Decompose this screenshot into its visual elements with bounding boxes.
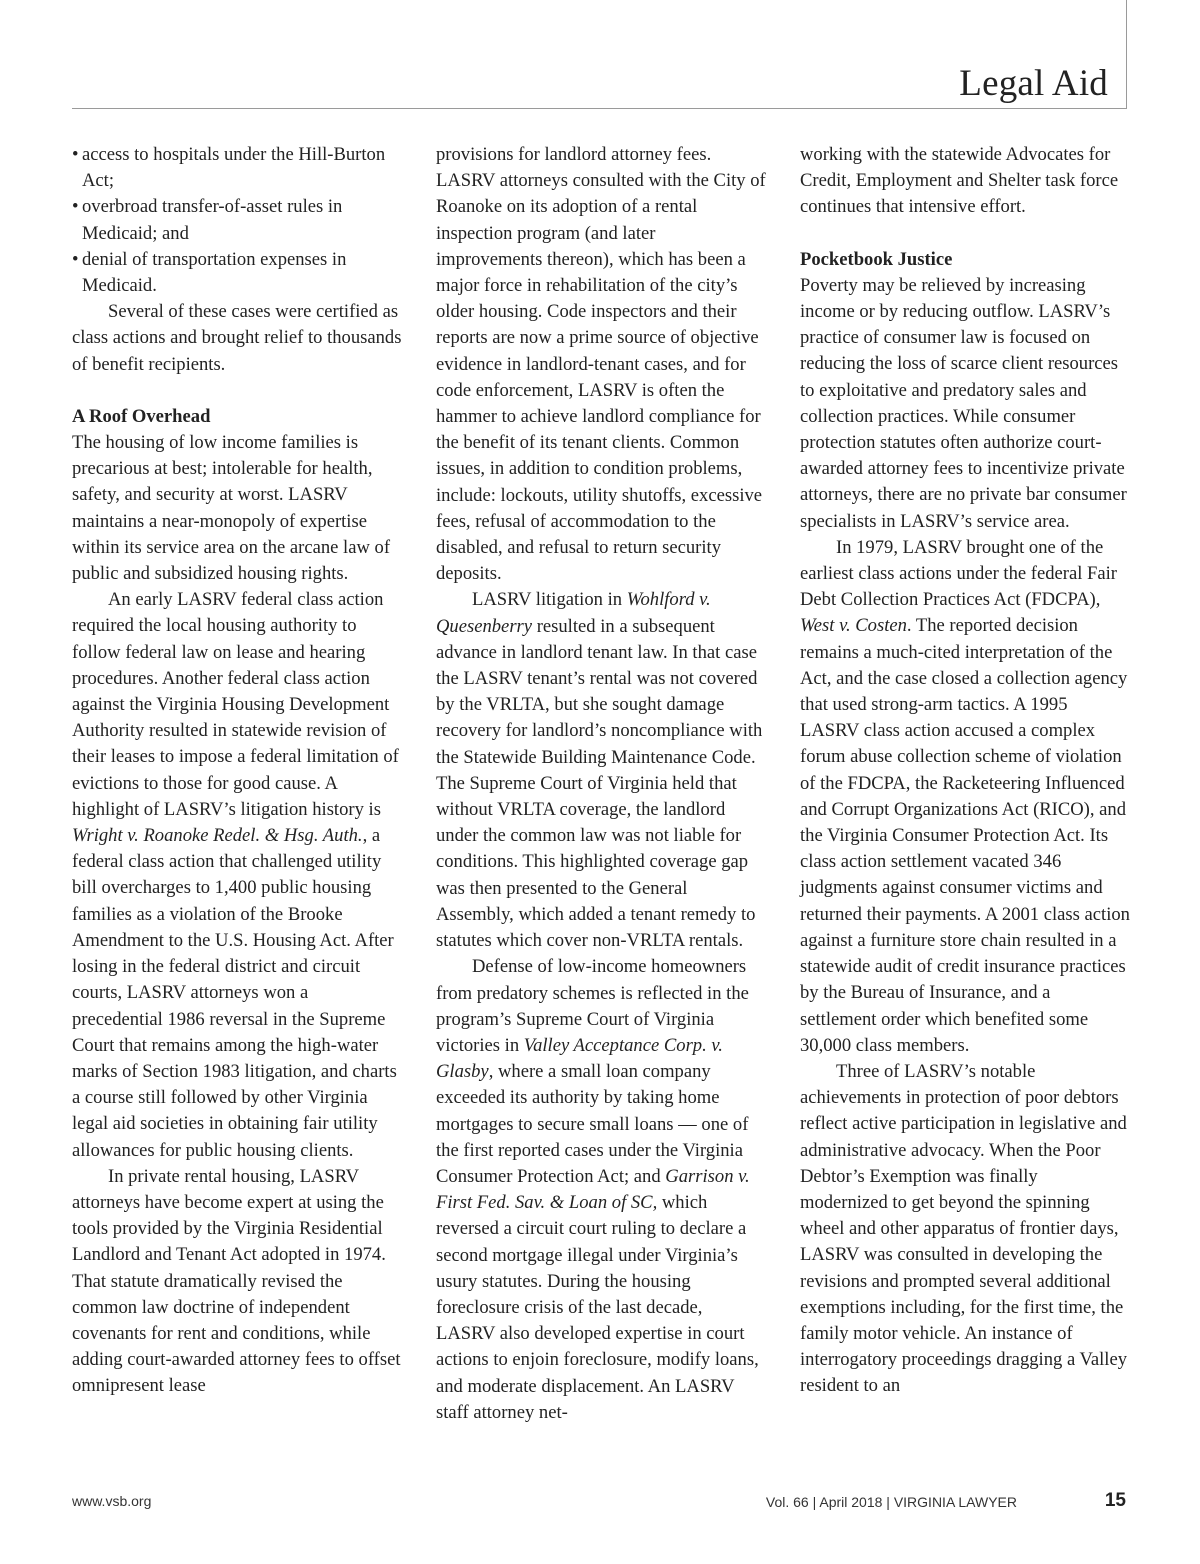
page-number: 15 — [1104, 1490, 1126, 1511]
paragraph-working: working with the statewide Advocates for Credit, Employment and Shelter task force continues that intensive effort. — [800, 144, 1119, 218]
paragraph-wohlford: LASRV litigation in Wohlford v. Quesenberry resulted in a subsequent advance in landlord tenant law. In that case the LASRV tenant’s rental was not covered by the VRLTA, but she sought damage recovery for landlord’s noncompliance with the Statewide Building Maintenance Code. The Supreme Court of Virginia held that without VRLTA coverage, the landlord under the common law was not liable for conditions. This highlighted coverage gap was then presented to the General Assembly, which added a tenant remedy to statutes which cover non-VRLTA rentals. — [436, 589, 763, 952]
case-citation: Wohlford v. Quesenberry — [436, 589, 711, 637]
case-citation: West v. Costen — [800, 615, 907, 637]
case-citation: Wright v. Roanoke Redel. & Hsg. Auth. — [72, 825, 363, 847]
column-2 — [436, 142, 766, 1426]
section-title: Legal Aid — [959, 63, 1108, 104]
paragraph-early-class-action: An early LASRV federal class action required the local housing authority to follow federal law on lease and hearing procedures. Another federal class action against the Virginia Housing Development Authority resulted in statewide revision of their leases to impose a federal limitation of evictions to those for good cause. A highlight of LASRV’s litigation history is Wright v. Roanoke Redel. & Hsg. Auth., a federal class action that challenged utility bill overcharges to 1,400 public housing families as a violation of the Brooke Amendment to the U.S. Housing Act. After losing in the federal district and circuit courts, LASRV attorneys won a precedential 1986 reversal in the Supreme Court that remains among the high-water marks of Section 1983 litigation, and charts a course still followed by other Virginia legal aid societies in obtaining fair utility allowances for public housing clients. — [72, 589, 399, 1161]
bullet-list — [72, 142, 402, 299]
list-item: • overbroad transfer-of-asset rules in Medicaid; and — [72, 196, 343, 244]
paragraph-1979: In 1979, LASRV brought one of the earliest class actions under the federal Fair Debt Collection Practices Act (FDCPA), West v. Costen. The reported decision remains a much-cited interpretation of the Act, and the case closed a collection agency that used strong-arm tactics. A 1995 LASRV class action accused a complex forum abuse collection scheme of violation of the FDCPA, the Racketeering Influenced and Corrupt Organizations Act (RICO), and the Virginia Consumer Protection Act. Its class action settlement vacated 346 judgments against consumer victims and returned their payments. A 2001 class action against a furniture store chain resulted in a statewide audit of credit insurance practices by the Bureau of Insurance, and a settlement order which benefited some 30,000 class members. — [800, 536, 1130, 1056]
column-3 — [800, 142, 1130, 1400]
footer-issue: Vol. 66 | April 2018 | VIRGINIA LAWYER — [765, 1494, 1017, 1510]
header-vertical-rule — [1126, 0, 1127, 108]
paragraph-poverty: Poverty may be relieved by increasing income or by reducing outflow. LASRV’s practice of consumer law is focused on reducing the loss of scarce client resources to exploitative and predatory sales and collection practices. While consumer protection statutes often authorize court-awarded attorney fees to incentivize private attorneys, there are no private bar consumer specialists in LASRV’s service area. — [800, 274, 1127, 532]
paragraph-three-achievements: Three of LASRV’s notable achievements in protection of poor debtors reflect active participation in legislative and administrative advocacy. When the Poor Debtor’s Exemption was finally modernized to get beyond the spinning wheel and other apparatus of frontier days, LASRV was consulted in developing the revisions and prompted several additional exemptions including, for the first time, the family motor vehicle. An instance of interrogatory proceedings dragging a Valley resident to an — [800, 1060, 1128, 1397]
footer-url: www.vsb.org — [72, 1493, 152, 1509]
heading-pocketbook-justice: Pocketbook Justice — [800, 248, 953, 270]
paragraph-defense: Defense of low-income homeowners from predatory schemes is reflected in the program’s Supreme Court of Virginia victories in Valley Acceptance Corp. v. Glasby, where a small loan company exceeded its authority by taking home mortgages to secure small loans — one of the first reported cases under the Virginia Consumer Protection Act; and Garrison v. First Fed. Sav. & Loan of SC, which reversed a circuit court ruling to declare a second mortgage illegal under Virginia’s usury statutes. During the housing foreclosure crisis of the last decade, LASRV also developed expertise in court actions to enjoin foreclosure, modify loans, and moderate displacement. An LASRV staff attorney net- — [436, 956, 759, 1423]
list-item: • denial of transportation expenses in Medicaid. — [72, 248, 347, 297]
heading-roof-overhead: A Roof Overhead — [72, 405, 211, 427]
list-item: • access to hospitals under the Hill-Burton Act; — [72, 144, 386, 192]
paragraph-housing: The housing of low income families is precarious at best; intolerable for health, safety, and security at worst. LASRV maintains a near-monopoly of expertise within its service area on the arcane law of public and subsidized housing rights. — [72, 432, 391, 585]
paragraph-private-rental: In private rental housing, LASRV attorneys have become expert at using the tools provided by the Virginia Residential Landlord and Tenant Act adopted in 1974. That statute dramatically revised the common law doctrine of independent covenants for rent and conditions, while adding court-awarded attorney fees to offset omnipresent lease — [72, 1165, 401, 1397]
column-1 — [72, 142, 402, 1400]
paragraph-certified: Several of these cases were certified as class actions and brought relief to thousands of benefit recipients. — [72, 301, 402, 375]
header-rule — [72, 108, 1127, 109]
case-citation: Valley Acceptance Corp. v. Glasby — [436, 1034, 723, 1083]
case-citation: Garrison v. First Fed. Sav. & Loan of SC, — [436, 1165, 750, 1214]
paragraph-provisions: provisions for landlord attorney fees. LASRV attorneys consulted with the City of Roanoke on its adoption of a rental inspection program (and later improvements thereon), which has been a major force in rehabilitation of the city’s older housing. Code inspectors and their reports are now a prime source of objective evidence in landlord-tenant cases, and for code enforcement, LASRV is often the hammer to achieve landlord compliance for the benefit of its tenant clients. Common issues, in addition to condition problems, include: lockouts, utility shutoffs, excessive fees, refusal of accommodation to the disabled, and refusal to return security deposits. — [436, 144, 766, 585]
